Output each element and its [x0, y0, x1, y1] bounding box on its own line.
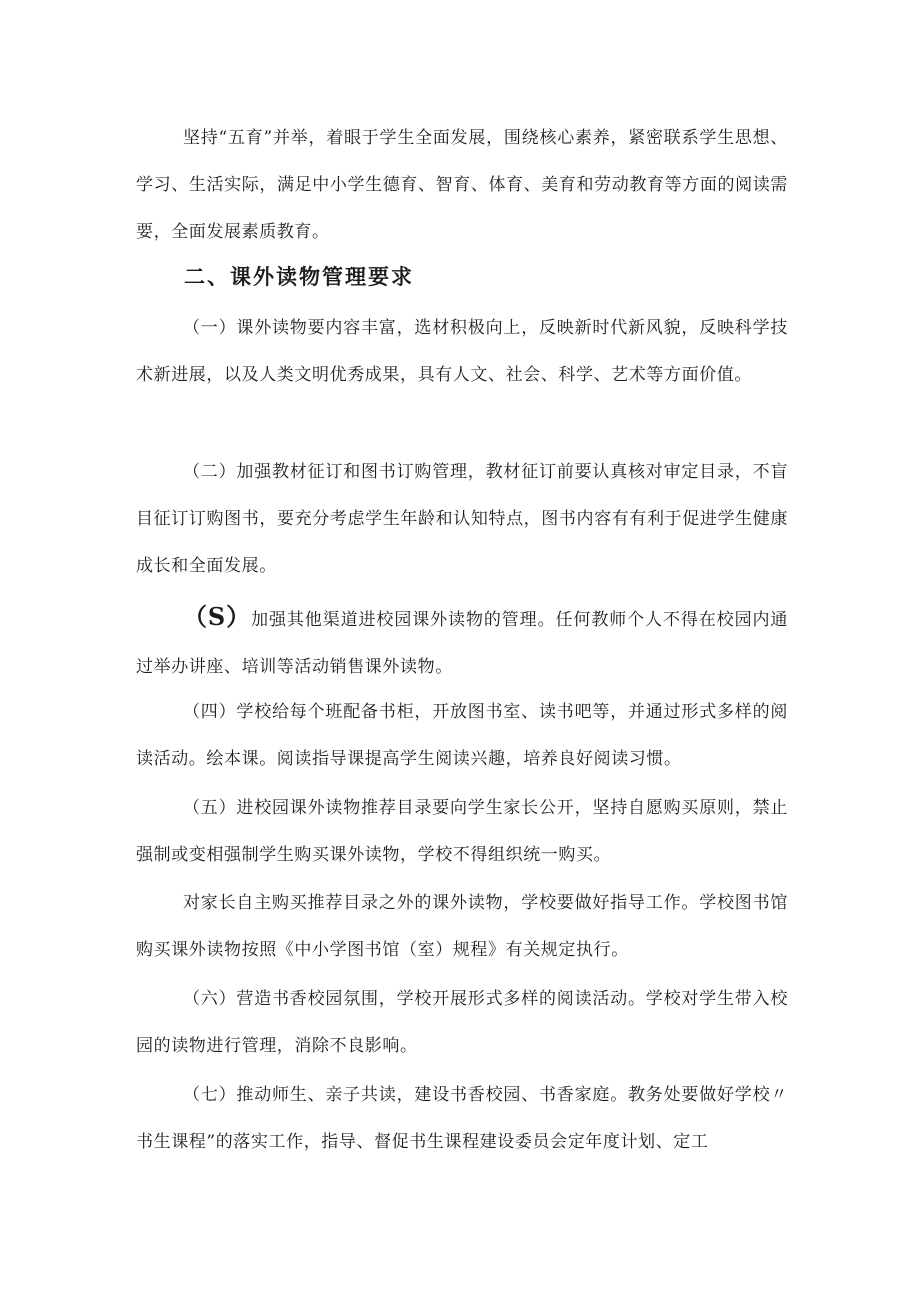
- paragraph-item-3: [136, 593, 788, 691]
- paragraph-item-5-followup: 对家长自主购买推荐目录之外的课外读物，学校要做好指导工作。学校图书馆购买课外读物按照《中小学图书馆（室）规程》有关规定执行。: [136, 893, 788, 960]
- paragraph-item-5: （五）进校园课外读物推荐目录要向学生家长公开，坚持自愿购买原则，禁止强制或变相强制学生购买课外读物，学校不得组织统一购买。: [136, 798, 788, 865]
- section-heading: 二、课外读物管理要求: [184, 264, 414, 289]
- intro-paragraph: 坚持“五育”并举，着眼于学生全面发展，围绕核心素养，紧密联系学生思想、学习、生活实际，满足中小学生德育、智育、体育、美育和劳动教育等方面的阅读需要，全面发展素质教育。: [136, 128, 788, 242]
- item-3-text: 加强其他渠道进校园课外读物的管理。任何教师个人不得在校园内通过举办讲座、培训等活动销售课外读物。: [136, 610, 788, 677]
- item-3-marker: （S）: [183, 602, 252, 631]
- paragraph-item-2: （二）加强教材征订和图书订购管理，教材征订前要认真核对审定目录，不盲目征订订购图书，要充分考虑学生年龄和认知特点，图书内容有有利于促进学生健康成长和全面发展。: [136, 462, 788, 576]
- paragraph-item-1: （一）课外读物要内容丰富，选材积极向上，反映新时代新风貌，反映科学技术新进展，以及人类文明优秀成果，具有人文、社会、科学、艺术等方面价值。: [136, 318, 788, 385]
- paragraph-item-6: （六）营造书香校园氛围，学校开展形式多样的阅读活动。学校对学生带入校园的读物进行管理，消除不良影响。: [136, 989, 788, 1056]
- paragraph-item-7: （七）推动师生、亲子共读，建设书香校园、书香家庭。教务处要做好学校〃书生课程”的落实工作，指导、督促书生课程建设委员会定年度计划、定工: [136, 1085, 788, 1152]
- paragraph-item-4: （四）学校给每个班配备书柜，开放图书室、读书吧等，并通过形式多样的阅读活动。绘本课。阅读指导课提高学生阅读兴趣，培养良好阅读习惯。: [136, 702, 788, 769]
